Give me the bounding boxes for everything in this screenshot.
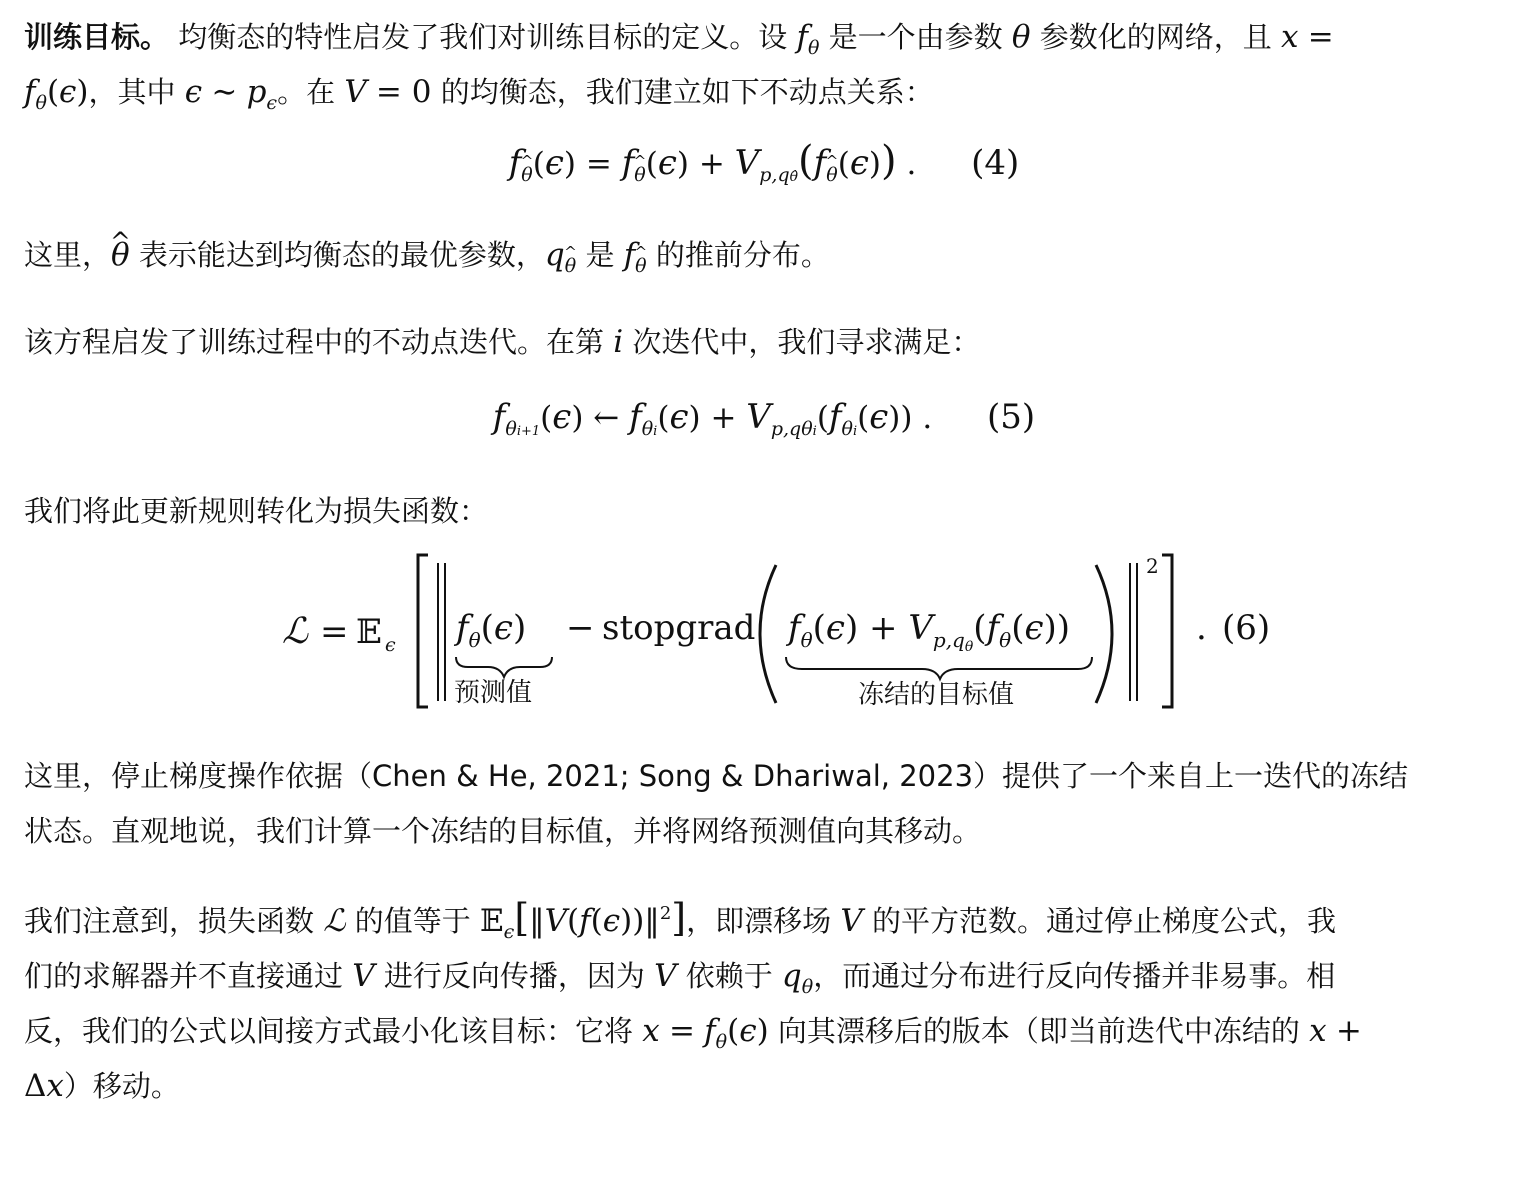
text: 的值等于	[354, 904, 471, 938]
math-v: V	[352, 958, 375, 994]
text: 我们将此更新规则转化为损失函数：	[24, 494, 489, 528]
target-term: $f_\theta(\epsilon) + V_{p,q}\theta(f_\theta(\epsilon))$	[788, 608, 1071, 655]
text: 的推前分布。	[655, 238, 830, 272]
math-theta-hat: ^ θ	[111, 237, 130, 273]
math-delta-x: Δ	[24, 1068, 47, 1104]
loss-symbol: ℒ	[282, 611, 308, 652]
paper-page	[24, 10, 1504, 1114]
paragraph-loss-value-note: 我们注意到，损失函数 ℒ 的值等于 𝔼$_\epsilon$[‖V(f(ϵ))‖$^2$]，即漂移场 V 的平方范数。通过停止梯度公式，我 们的求解器并不直接通过 V 进行反向传播，因为 V 依赖于 $q_\theta$，而通过分布进行反向传播并非易事。相 反，我们的公式以间接方式最小化该目标：它将 $x = f_\theta(\epsilon)$ 向其漂移后的版本（即当前迭代中冻结的 x + Δx）移动。	[24, 896, 1362, 1104]
text: 该方程启发了训练过程中的不动点迭代。在第	[24, 325, 605, 359]
left-bracket	[418, 555, 428, 707]
text: 这里，	[24, 238, 112, 272]
minus-sign: −	[566, 608, 595, 648]
math-x-eq-f: x	[642, 1013, 660, 1049]
math-i: i	[613, 324, 624, 360]
math-v: V	[654, 958, 677, 994]
math-expected-norm: 𝔼$_\epsilon$[‖V(f(ϵ))‖$^2$]	[480, 896, 687, 943]
right-bracket	[1162, 555, 1172, 707]
period: .	[1196, 608, 1207, 648]
text: ，其中	[88, 75, 176, 109]
text: 参数化的网络，且	[1039, 20, 1272, 54]
paragraph-fixed-point-iteration	[24, 315, 1504, 370]
equation-6	[24, 539, 1504, 735]
paragraph-stopgrad-explanation	[24, 749, 1504, 859]
paragraph-optimal-params	[24, 228, 1504, 283]
equation-6-svg	[24, 539, 1504, 735]
expectation-subscript: ϵ	[385, 634, 396, 656]
text: 反，我们的公式以间接方式最小化该目标：它将	[24, 1014, 634, 1048]
math-f-theta-eps: $f_\theta$	[24, 74, 47, 114]
equation-5-body: $f_{\theta i+1}(\epsilon)$ ← $f_{\theta i}(\epsilon) + V_{p,q\theta i}(f_{\theta i}(\epsilon))$ . (5)	[492, 397, 1036, 440]
text: ，即漂移场	[686, 904, 832, 938]
equation-5	[24, 370, 1504, 462]
math-x-plus: x	[1309, 1013, 1327, 1049]
text: 的平方范数。通过停止梯度公式，我	[871, 904, 1336, 938]
math-x-eq: x	[1280, 19, 1299, 55]
norm-exponent: 2	[1146, 554, 1159, 578]
math-loss: ℒ	[323, 903, 346, 939]
paragraph-training-objective: 训练目标。 均衡态的特性启发了我们对训练目标的定义。设 $f_\theta$ 是一个由参数 θ 参数化的网络，且 x = $f_\theta(\epsilon)$，其中 ϵ ∼ $p_\epsilon$。在 V = 0 的均衡态，我们建立如下不动点关系：	[24, 19, 1334, 114]
equation-4-body: $f_\theta(\epsilon) = f_\theta(\epsilon) + V_{p,q\thetâ}(f_\theta(\epsilon))$ . (4)	[508, 138, 1020, 186]
target-underbrace	[786, 657, 1092, 679]
text: 们的求解器并不直接通过	[24, 959, 344, 993]
text: 的均衡态，我们建立如下不动点关系：	[440, 75, 934, 109]
text-line: 状态。直观地说，我们计算一个冻结的目标值，并将网络预测值向其移动。	[24, 814, 982, 848]
math-v: V	[840, 903, 863, 939]
text: 。在	[277, 75, 336, 109]
text: 向其漂移后的版本（即当前迭代中冻结的	[777, 1014, 1300, 1048]
prediction-term: $f_\theta(\epsilon)$	[456, 608, 527, 652]
text: 依赖于	[685, 959, 773, 993]
equation-4-number: (4)	[971, 143, 1020, 183]
equation-4	[24, 120, 1504, 206]
paragraph-loss-intro	[24, 484, 1504, 539]
math-v-eq-0: V	[344, 74, 367, 110]
right-paren	[1096, 565, 1112, 703]
equation-5-number: (5)	[987, 397, 1036, 437]
text: 进行反向传播，因为	[383, 959, 645, 993]
text: ）移动。	[63, 1069, 180, 1103]
text: 我们注意到，损失函数	[24, 904, 315, 938]
math-q-theta: $q_\theta$	[781, 958, 814, 998]
math-f-theta: $f_\theta$	[796, 19, 820, 59]
target-label: 冻结的目标值	[858, 680, 1015, 710]
text: 均衡态的特性启发了我们对训练目标的定义。设	[178, 20, 788, 54]
math-theta: θ	[1011, 19, 1031, 55]
math-eps-sim-p: ϵ	[184, 74, 203, 110]
paragraph-lead: 训练目标。	[24, 20, 170, 54]
left-paren	[760, 565, 776, 703]
text: 表示能达到均衡态的最优参数，	[138, 238, 545, 272]
prediction-underbrace	[456, 657, 552, 677]
equals-sign: =	[320, 612, 349, 652]
expectation-symbol: 𝔼	[356, 612, 382, 652]
stopgrad-operator: stopgrad	[602, 608, 756, 648]
text-line: 这里，停止梯度操作依据（Chen & He, 2021; Song & Dhariwal, 2023）提供了一个来自上一迭代的冻结	[24, 759, 1409, 793]
prediction-label: 预测值	[454, 678, 533, 708]
text: ，而通过分布进行反向传播并非易事。相	[813, 959, 1336, 993]
text: 是	[585, 238, 615, 272]
text: 次迭代中，我们寻求满足：	[632, 325, 981, 359]
math-q-theta-hat: $q_\theta$	[544, 237, 577, 277]
text: 是一个由参数	[828, 20, 1003, 54]
equation-6-number: (6)	[1222, 608, 1271, 648]
math-f-theta-hat: $f_\theta$	[623, 237, 647, 277]
